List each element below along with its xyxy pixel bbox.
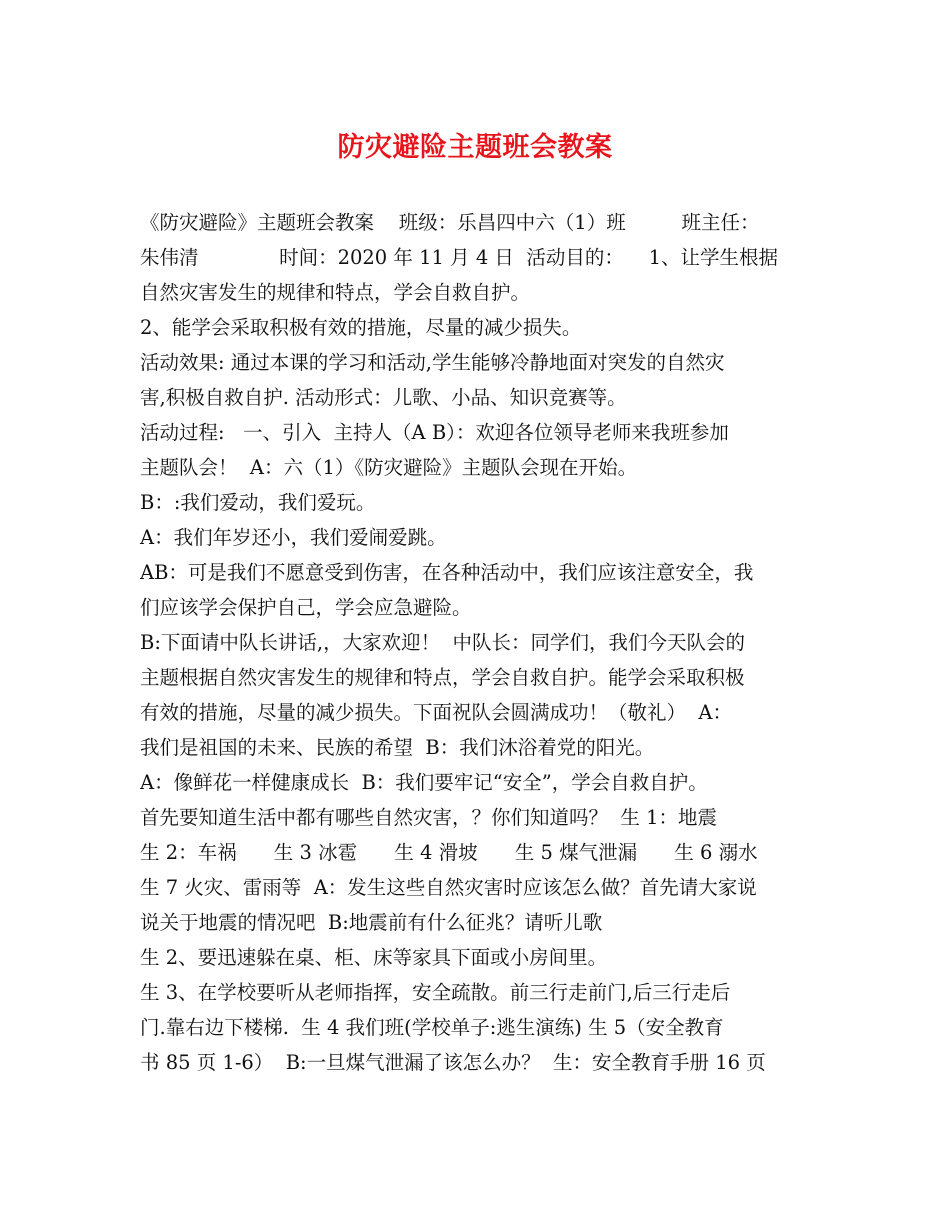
body-line: 有效的措施，尽量的减少损失。下面祝队会圆满成功！（敬礼） A： — [140, 701, 732, 724]
body-line: 自然灾害发生的规律和特点，学会自救自护。 — [140, 281, 531, 304]
body-line: 生 2：车祸 生 3 冰雹 生 4 滑坡 生 5 煤气泄漏 生 6 溺水 — [140, 841, 758, 864]
document-body — [140, 205, 812, 1080]
body-line: 首先要知道生活中都有哪些自然灾害，？你们知道吗？ 生 1：地震 — [140, 806, 718, 829]
body-line: B：:我们爱动，我们爱玩。 — [140, 491, 376, 514]
body-line: B:下面请中队长讲话,，大家欢迎！ 中队长：同学们，我们今天队会的 — [140, 631, 745, 654]
body-line: 主题根据自然灾害发生的规律和特点，学会自救自护。能学会采取积极 — [140, 666, 745, 689]
body-line: A：我们年岁还小，我们爱闹爱跳。 — [140, 526, 447, 549]
body-line: 朱伟清 时间：2020 年 11 月 4 日 活动目的： 1、让学生根据 — [140, 246, 779, 269]
body-line: 们应该学会保护自己，学会应急避险。 — [140, 596, 472, 619]
body-line: AB：可是我们不愿意受到伤害，在各种活动中，我们应该注意安全，我 — [140, 561, 754, 584]
body-line: 我们是祖国的未来、民族的希望 B：我们沐浴着党的阳光。 — [140, 736, 655, 759]
body-line: 门.靠右边下楼梯. 生 4 我们班(学校单子:逃生演练) 生 5（安全教育 — [140, 1016, 724, 1039]
body-line: A：像鲜花一样健康成长 B：我们要牢记“安全”，学会自救自护。 — [140, 771, 708, 794]
body-line: 说关于地震的情况吧 B:地震前有什么征兆？请听儿歌 — [140, 911, 603, 934]
body-line: 书 85 页 1-6） B:一旦煤气泄漏了该怎么办？ 生：安全教育手册 16 页 — [140, 1051, 766, 1074]
body-line: 害,积极自救自护. 活动形式：儿歌、小品、知识竞赛等。 — [140, 386, 627, 409]
body-line: 生 7 火灾、雷雨等 A：发生这些自然灾害时应该怎么做？首先请大家说 — [140, 876, 757, 899]
body-line: 《防灾避险》主题班会教案 班级：乐昌四中六（1）班 班主任： — [140, 211, 760, 234]
body-line: 生 3、在学校要听从老师指挥，安全疏散。前三行走前门,后三行走后 — [140, 981, 731, 1004]
body-line: 2、能学会采取积极有效的措施，尽量的减少损失。 — [140, 316, 582, 339]
document-title: 防灾避险主题班会教案 — [337, 132, 613, 163]
body-line: 活动效果: 通过本课的学习和活动,学生能够冷静地面对突发的自然灾 — [140, 351, 725, 374]
body-line: 主题队会！ A：六（1）《防灾避险》主题队会现在开始。 — [140, 456, 638, 479]
body-line: 活动过程: 一、引入 主持人（A B）：欢迎各位领导老师来我班参加 — [140, 421, 729, 444]
body-line: 生 2、要迅速躲在桌、柜、床等家具下面或小房间里。 — [140, 946, 608, 969]
